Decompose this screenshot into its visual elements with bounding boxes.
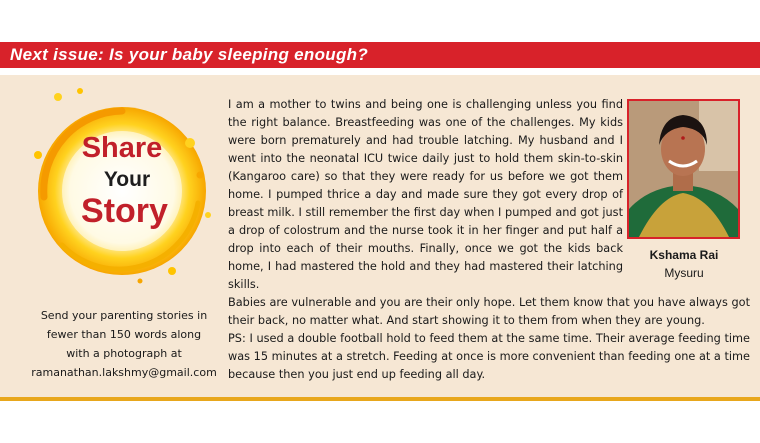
- share-your-story-logo: [22, 85, 222, 285]
- invite-line: fewer than 150 words along: [46, 328, 202, 341]
- author-photo: [627, 99, 740, 239]
- story-paragraph: Babies are vulnerable and you are their only hope. Let them know that you have always got their back, no matter what. And start showing it to them from when they are young.: [228, 296, 750, 327]
- author-city: Mysuru: [664, 266, 704, 280]
- author-name: Kshama Rai: [649, 248, 719, 262]
- story-paragraph: PS: I used a double football hold to feed them at the same time. Their average feeding time was 15 minutes at a stretch. Feeding at once is more convenient than feeding one at a time because then you just end up feeding all day.: [228, 332, 750, 381]
- story-body: [228, 96, 623, 294]
- next-issue-text: Next issue: Is your baby sleeping enough?: [10, 45, 369, 64]
- story-body-wide: [228, 294, 750, 384]
- invite-email[interactable]: ramanathan.lakshmy@gmail.com: [31, 366, 217, 379]
- invite-line: with a photograph at: [66, 347, 182, 360]
- logo-word-story: Story: [81, 192, 168, 230]
- logo-word-share: Share: [81, 132, 163, 164]
- next-issue-banner: [0, 42, 760, 68]
- bottom-divider: [0, 397, 760, 401]
- invite-line: Send your parenting stories in: [40, 309, 208, 322]
- logo-word-your: Your: [103, 168, 151, 191]
- story-paragraph: I am a mother to twins and being one is challenging unless you find the right balance. Breastfeeding was one of the challenges. My kids were born prematurely and had trouble latching. My husband and I went into the neonatal ICU twice daily just to hold them skin-to-skin (Kangaroo care) so that they were ready for us before we got them home. I pumped thrice a day and made sure they got every drop of breast milk. I still remember the first day when I pumped and got just a drop of colostrum and the nurse took it in her finger and put half a drop into each of their mouths. Finally, once we got the kids back home, I had mastered the hold and they had mastered their latching skills.: [228, 98, 623, 291]
- submission-invite: [14, 306, 234, 382]
